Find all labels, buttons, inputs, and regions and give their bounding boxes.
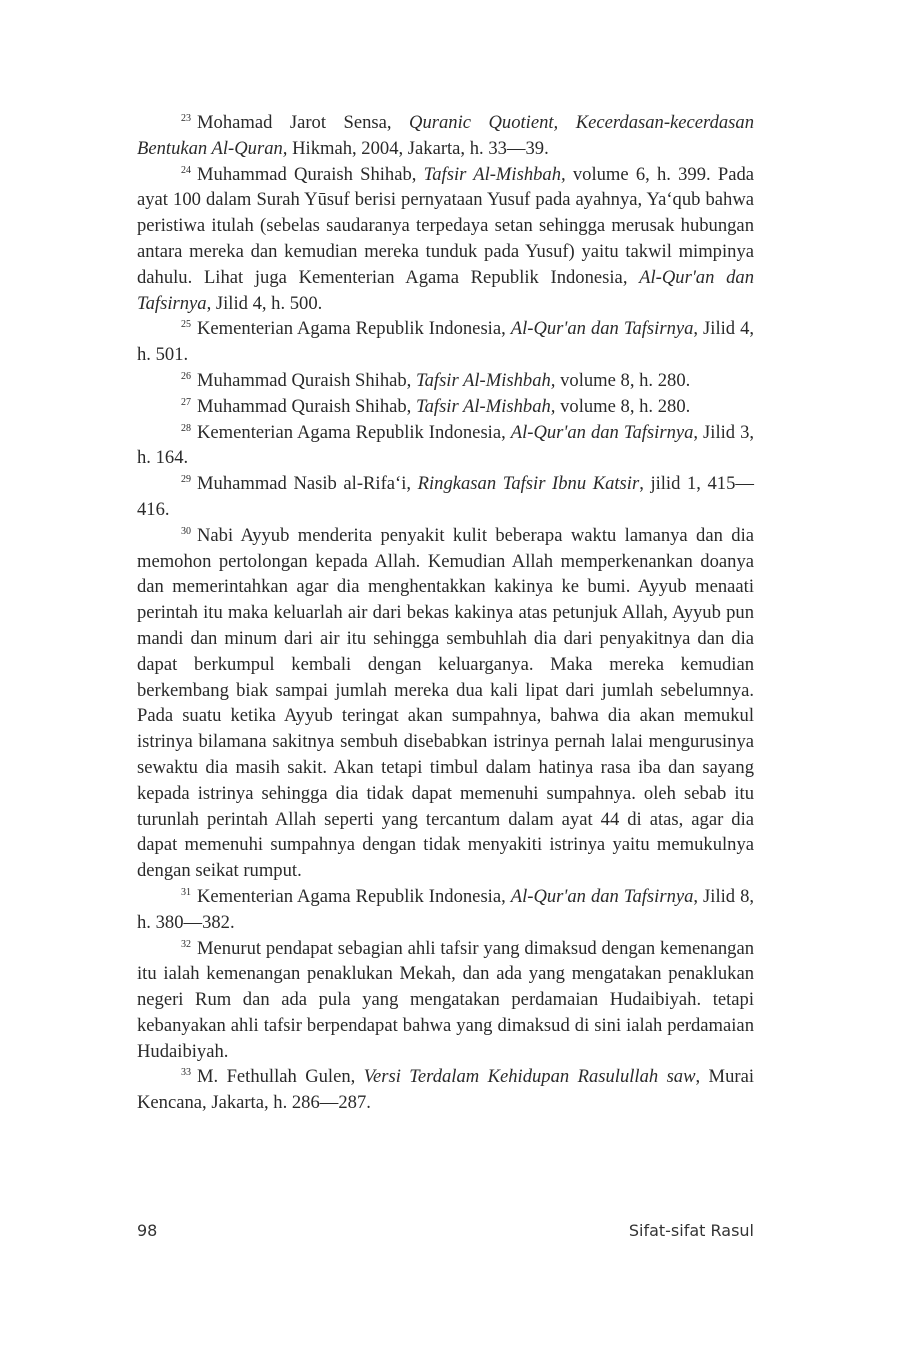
citation-title: Tafsir Al-Mishbah,	[415, 369, 556, 391]
footnote-text: , Jilid 4, h. 501.	[137, 318, 755, 366]
footnote-text: Kementerian Agama Republik Indonesia,	[197, 421, 511, 443]
footnote-number: 28	[181, 422, 191, 434]
footnote-number: 27	[181, 396, 191, 408]
footnote-text: Muhammad Nasib al-Rifa‘i,	[197, 473, 418, 495]
footnote-text: Mohamad Jarot Sensa,	[197, 112, 410, 133]
footnote-number: 31	[181, 886, 191, 898]
footnote-28	[137, 420, 754, 472]
footnote-33	[137, 1064, 754, 1116]
footnote-number: 33	[181, 1067, 191, 1079]
citation-title: Tafsir Al-Mishbah,	[415, 395, 556, 417]
footnote-25	[137, 316, 754, 368]
footnote-number: 32	[181, 938, 191, 950]
footnote-text: Muhammad Quraish Shihab,	[197, 395, 416, 417]
footnote-text: Muhammad Quraish Shihab,	[197, 163, 424, 185]
citation-title: Tafsir Al-Mishbah,	[423, 163, 566, 185]
footnote-number: 30	[181, 525, 191, 537]
footnote-text: , Jilid 4, h. 500.	[206, 292, 323, 314]
citation-title: Versi Terdalam Kehidupan Rasulullah saw	[363, 1066, 696, 1088]
page-number: 98	[137, 1221, 158, 1240]
footnote-number: 24	[181, 164, 191, 176]
footnote-text: Nabi Ayyub menderita penyakit kulit beberapa waktu lamanya dan dia memohon pertolongan kepada Allah. Kemudian Allah memperkenankan doanya dan memerintahkan agar dia menghentakkan kakinya ke bumi. Ayyub menaati perintah itu maka keluarlah air dari bekas kakinya atas petunjuk Allah, Ayyub pun mandi dan minum dari air itu sehingga sembuhlah dia dari penyakitnya dan dia dapat berkumpul kembali dengan keluarganya. Maka mereka kemudian berkembang biak sampai jumlah mereka dua kali lipat dari jumlah sebelumnya. Pada suatu ketika Ayyub teringat akan sumpahnya, bahwa dia akan memukul istrinya bilamana sakitnya sembuh disebabkan istrinya pernah lalai mengurusinya sewaktu dia masih sakit. Akan tetapi timbul dalam hatinya rasa iba dan sayang kepada istrinya sehingga dia tidak dapat memenuhi sumpahnya. oleh sebab itu turunlah perintah Allah seperti yang tercantum dalam ayat 44 di atas, agar dia dapat memenuhi sumpahnya dengan tidak menyakiti istrinya yaitu memukulnya dengan seikat rumput.	[137, 524, 754, 882]
footnote-number: 26	[181, 370, 191, 382]
footnote-number: 25	[181, 319, 191, 331]
footnote-number: 23	[181, 113, 191, 124]
footnote-32	[137, 936, 754, 1065]
footnote-text: , Jilid 3, h. 164.	[137, 421, 755, 469]
footnote-text: Kementerian Agama Republik Indonesia,	[197, 885, 511, 907]
footnote-text: , Jilid 8, h. 380—382.	[137, 885, 755, 933]
footnote-text: M. Fethullah Gulen,	[197, 1066, 364, 1088]
running-title: Sifat-sifat Rasul	[628, 1221, 754, 1240]
footnote-text: volume 8, h. 280.	[555, 395, 691, 417]
footnote-24	[137, 162, 754, 317]
footnote-text: Kementerian Agama Republik Indonesia,	[197, 318, 511, 340]
footnote-30	[137, 523, 754, 884]
citation-title: Al-Qur'an dan Tafsirnya	[137, 266, 754, 314]
footnote-text: volume 8, h. 280.	[555, 369, 691, 391]
citation-title: Quranic Quotient, Kecerdasan-kecerdasan Bentukan Al-Quran,	[137, 112, 754, 159]
footnote-27	[137, 394, 754, 420]
footnote-31	[137, 884, 754, 936]
footnote-23	[137, 110, 754, 162]
footnote-text: volume 6, h. 399. Pada ayat 100 dalam Surah Yūsuf berisi pernyataan Yusuf pada ayahnya, Ya‘qub bahwa peristiwa itulah (sebelas saudaranya terpedaya setan sehingga merusak hubungan antara mereka dan kemudian mereka tunduk pada Yusuf) yaitu takwil mimpinya dahulu. Lihat juga Kementerian Agama Republik Indonesia,	[137, 163, 755, 288]
citation-title: Ringkasan Tafsir Ibnu Katsir	[417, 473, 640, 495]
footnote-number: 29	[181, 474, 191, 486]
footnote-text: , Murai Kencana, Jakarta, h. 286—287.	[137, 1066, 755, 1114]
footnote-text: Menurut pendapat sebagian ahli tafsir yang dimaksud dengan kemenangan itu ialah kemenangan penaklukan Mekah, dan ada yang mengatakan penaklukan negeri Rum dan ada pula yang mengatakan perdamaian Hudaibiyah. tetapi kebanyakan ahli tafsir berpendapat bahwa yang dimaksud di sini ialah perdamaian Hudaibiyah.	[137, 937, 754, 1062]
footnote-text: Muhammad Quraish Shihab,	[197, 369, 416, 391]
footnote-26	[137, 368, 754, 394]
citation-title: Al-Qur'an dan Tafsirnya	[510, 318, 694, 340]
citation-title: Al-Qur'an dan Tafsirnya	[510, 885, 694, 907]
footnotes	[137, 110, 754, 1116]
footnote-text: , jilid 1, 415—416.	[137, 473, 754, 520]
footnote-text: Hikmah, 2004, Jakarta, h. 33—39.	[287, 137, 549, 159]
citation-title: Al-Qur'an dan Tafsirnya	[510, 421, 694, 443]
footnote-29	[137, 471, 754, 523]
